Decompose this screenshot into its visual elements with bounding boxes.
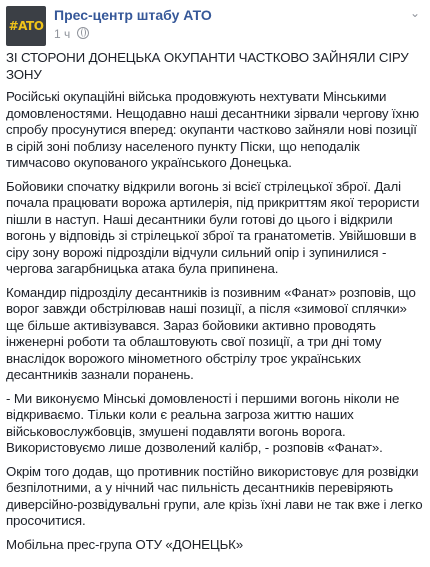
post-header [6,6,424,46]
post-timestamp[interactable]: 1 ч [54,27,71,41]
post-headline: ЗІ СТОРОНИ ДОНЕЦЬКА ОКУПАНТИ ЧАСТКОВО ЗАЙНЯЛИ СІРУ ЗОНУ [6,50,409,82]
post-body [6,50,424,560]
post-paragraph: Бойовики спочатку відкрили вогонь зі всієї стрілецької зброї. Далі почала працювати ворожа артилерія, під прикриттям якої терористи пішли в наступ. Наші десантники були готові до цього і відкрили вогонь у відповідь зі стрілецької зброї та гранатометів. Увійшовши в сіру зону ворожі підрозділи відчули сильний опір і зупинилися - чергова загарбницька атака була припинена. [6,178,420,276]
globe-icon [77,27,89,39]
post-paragraph: Окрім того додав, що противник постійно використовує для розвідки безпілотними, а у нічний час пильність десантників перевіряють диверсійно-розвідувальні групи, але крізь їхні лави не так вже і легко просочитися. [6,463,423,528]
page-name-link[interactable]: Прес-центр штабу АТО [54,7,212,23]
post-signature: Мобільна прес-група ОТУ «ДОНЕЦЬК» [6,536,243,552]
post-paragraph: Командир підрозділу десантників із позивним «Фанат» розповів, що ворог завжди обстрілював наші позиції, а після «зимової сплячки» ще більше активізувався. Зараз бойовики активно проводять інженерні роботи та облаштовують свої позиції, а три дні тому внаслідок ворожого мінометного обстрілу троє українських десантників зазнали поранень. [6,284,416,382]
post-paragraph: Російські окупаційні війська продовжують нехтувати Мінськими домовленостями. Нещодавно наші десантники зірвали чергову їхню спробу просунутися вперед: окупанти частково зайняли нові позиції в сірій зоні поблизу населеного пункту Піски, що неподалік тимчасово окупованого українського Донецька. [6,89,419,170]
chevron-down-icon[interactable]: ⌄ [409,6,421,20]
post-meta [54,27,89,41]
post-paragraph: - Ми виконуємо Мінські домовленості і першими вогонь ніколи не відкриваємо. Тільки коли є реальна загроза життю наших військовослужбовців, змушені подавляти вогонь ворога. Використовуємо лише дозволений калібр, - розповів «Фанат». [6,390,400,455]
page-avatar[interactable]: #ATO [6,6,46,46]
